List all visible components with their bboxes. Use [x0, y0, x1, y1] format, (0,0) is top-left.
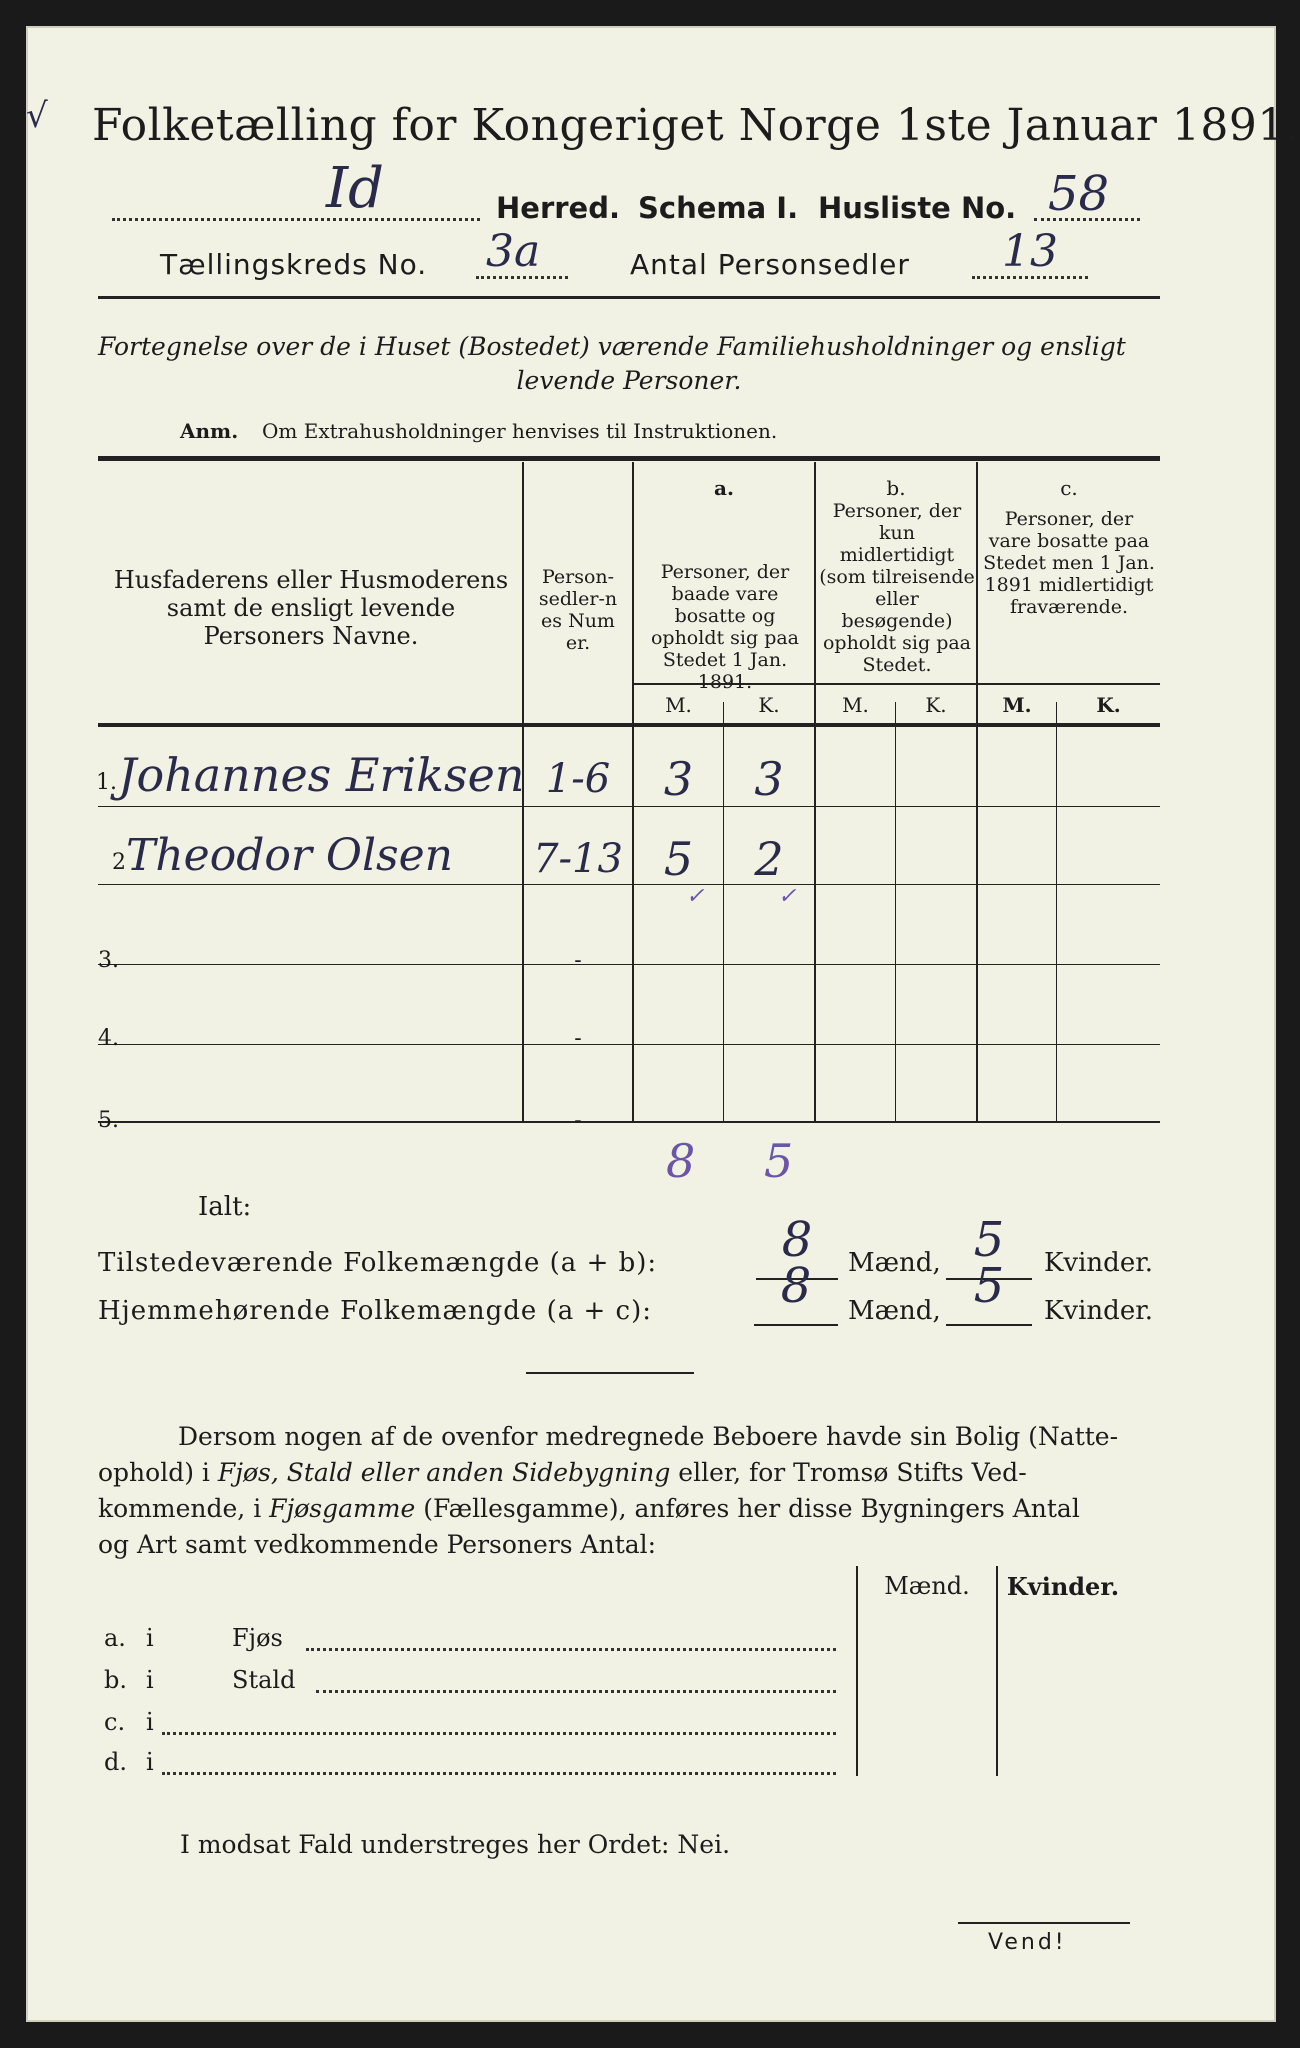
- building-b-dots: [316, 1688, 836, 1693]
- b-k-label: K.: [925, 693, 947, 717]
- row-rule-2: [98, 884, 1160, 885]
- vend-label: Vend!: [988, 1930, 1067, 1955]
- row-4-no: 4.: [98, 1026, 119, 1051]
- row-2-a-k: 2: [754, 832, 784, 886]
- table-header-rule: [98, 723, 1160, 727]
- buildings-kvinder-header: Kvinder.: [1006, 1572, 1120, 1601]
- herred-label: Herred.: [496, 191, 620, 225]
- buildings-line2-italic: Fjøs, Stald eller anden Sidebygning: [217, 1458, 671, 1487]
- header-c-text: Personer, der vare bosatte paa Stedet men 1 Jan. 1891 midlertidigt fraværende.: [983, 508, 1155, 618]
- husliste-label: Husliste No.: [818, 191, 1017, 225]
- header-a-letter: a.: [714, 476, 734, 500]
- modsat-text: I modsat Fald understreges her Ordet: Nei.: [180, 1830, 731, 1859]
- building-d-i: i: [146, 1748, 154, 1776]
- building-d-letter: d.: [104, 1748, 127, 1776]
- building-c-letter: c.: [104, 1708, 126, 1736]
- buildings-line3-pre: kommende, i: [98, 1494, 262, 1523]
- a-m-label: M.: [665, 693, 692, 717]
- hjemme-label: Hjemmehørende Folkemængde (a + c):: [98, 1296, 652, 1326]
- sum-a-m: 8: [666, 1134, 696, 1188]
- vend-rule: [958, 1922, 1130, 1924]
- row-2-a-m: 5: [663, 832, 694, 886]
- header-names: Husfaderens eller Husmoderens samt de ensligt levende Personers Navne.: [113, 566, 509, 650]
- intro-line1: Fortegnelse over de i Huset (Bostedet) værende Familiehusholdninger og ensligt: [98, 332, 1126, 361]
- hjemme-k: 5: [973, 1258, 1005, 1314]
- header-a-text: Personer, der baade vare bosatte og opholdt sig paa Stedet 1 Jan. 1891.: [650, 561, 800, 693]
- form-title: Folketælling for Kongeriget Norge 1ste Januar 1891.: [92, 100, 1300, 151]
- building-a-i: i: [146, 1624, 154, 1652]
- row-rule-1: [98, 806, 1160, 807]
- ialt-label: Ialt:: [198, 1192, 252, 1222]
- tilstede-label: Tilstedeværende Folkemængde (a + b):: [98, 1248, 658, 1278]
- building-a-letter: a.: [104, 1624, 126, 1652]
- hjemme-m: 8: [780, 1258, 812, 1314]
- hjemme-maend: Mænd,: [848, 1296, 941, 1326]
- divider-c-mk: [1056, 702, 1057, 1121]
- a-k-label: K.: [758, 693, 780, 717]
- buildings-line1: Dersom nogen af de ovenfor medregnede Beboere havde sin Bolig (Natte-: [178, 1422, 1119, 1451]
- row-3-numer: -: [574, 948, 582, 973]
- intro-line2: levende Personer.: [516, 366, 742, 395]
- row-4-numer: -: [574, 1026, 582, 1051]
- kreds-label: Tællingskreds No.: [160, 248, 428, 281]
- row-1-no: 1.: [96, 770, 117, 795]
- antal-value: 13: [1002, 226, 1058, 277]
- building-b-i: i: [146, 1666, 154, 1694]
- c-m-label: M.: [1002, 693, 1032, 717]
- row-5-numer: -: [574, 1108, 582, 1133]
- header-rule: [98, 296, 1160, 299]
- buildings-line2: [98, 1458, 1027, 1487]
- row-3-no: 3.: [98, 948, 119, 973]
- tilstede-maend: Mænd,: [848, 1248, 941, 1278]
- hjemme-kvinder: Kvinder.: [1044, 1296, 1154, 1326]
- header-b-text: Personer, der kun midlertidigt (som tilreisende eller besøgende) opholdt sig paa Stedet.: [819, 500, 975, 676]
- row-2-a-k-tick: ✓: [778, 884, 797, 909]
- section-divider: [526, 1372, 694, 1374]
- herred-dotted-line: [112, 216, 480, 221]
- row-1-numer: 1-6: [545, 756, 611, 802]
- row-1-a-m: 3: [663, 752, 694, 806]
- header-b-letter: b.: [886, 476, 906, 500]
- tilstede-kvinder: Kvinder.: [1044, 1248, 1154, 1278]
- building-b-label: Stald: [232, 1666, 296, 1694]
- row-2-name: Theodor Olsen: [126, 830, 453, 881]
- header-numer: Person-sedler-nes Numer.: [538, 566, 618, 654]
- building-b-letter: b.: [104, 1666, 127, 1694]
- buildings-maend-header: Mænd.: [884, 1572, 970, 1600]
- divider-b-c: [976, 462, 978, 1121]
- building-c-dots: [162, 1730, 836, 1735]
- c-k-label: K.: [1096, 693, 1121, 717]
- buildings-line3-post: (Fællesgamme), anføres her disse Bygningers Antal: [423, 1494, 1080, 1523]
- census-form-sheet: [26, 26, 1300, 2022]
- divider-b-mk: [895, 702, 896, 1121]
- building-a-dots: [306, 1646, 836, 1651]
- row-5-no: 5.: [98, 1108, 119, 1133]
- divider-a-b: [814, 462, 816, 1121]
- row-1-name: Johannes Eriksen: [118, 748, 525, 802]
- check-mark: √: [26, 96, 48, 136]
- buildings-line2-post: eller, for Tromsø Stifts Ved-: [678, 1458, 1027, 1487]
- sum-a-k: 5: [764, 1134, 794, 1188]
- table-top-rule: [98, 456, 1160, 461]
- b-m-label: M.: [842, 693, 869, 717]
- tilstede-k: 5: [973, 1212, 1005, 1268]
- kreds-value: 3a: [486, 226, 541, 277]
- antal-label: Antal Personsedler: [630, 248, 910, 281]
- tilstede-m: 8: [781, 1212, 813, 1268]
- herred-value: Id: [326, 156, 384, 221]
- row-2-no: 2: [112, 850, 126, 875]
- row-1-a-k: 3: [754, 752, 784, 806]
- buildings-line4: og Art samt vedkommende Personers Antal:: [98, 1530, 657, 1559]
- building-a-label: Fjøs: [232, 1624, 283, 1652]
- hjemme-k-line: [946, 1324, 1032, 1326]
- hjemme-m-line: [754, 1324, 838, 1326]
- buildings-line3: [98, 1494, 1080, 1523]
- header-c-letter: c.: [1060, 476, 1078, 500]
- husliste-value: 58: [1048, 166, 1110, 222]
- anm-prefix: Anm.: [180, 419, 239, 443]
- building-c-i: i: [146, 1708, 154, 1736]
- row-2-a-m-tick: ✓: [686, 884, 705, 909]
- row-2-numer: 7-13: [533, 836, 623, 882]
- building-d-dots: [162, 1770, 836, 1775]
- buildings-line3-italic: Fjøsgamme: [269, 1494, 416, 1523]
- anm-text: Om Extrahusholdninger henvises til Instruktionen.: [262, 419, 778, 443]
- schema-label: Schema I.: [638, 191, 799, 225]
- buildings-line2-pre: ophold) i: [98, 1458, 210, 1487]
